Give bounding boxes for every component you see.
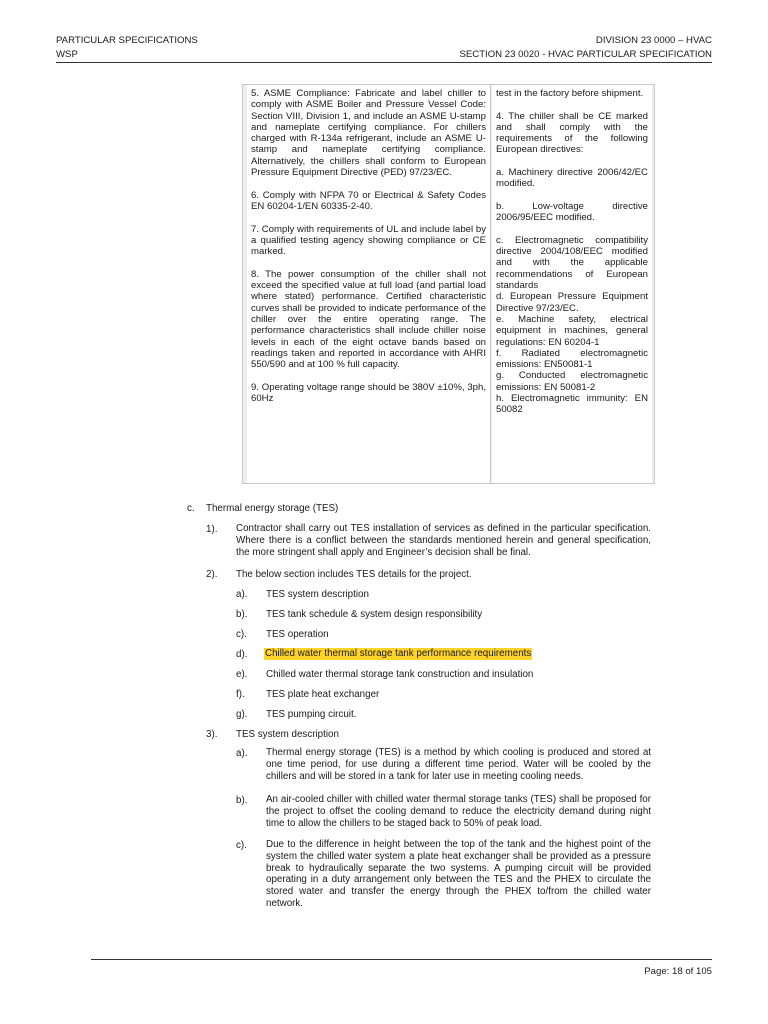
list-item-number: d).: [236, 649, 248, 660]
spec-factory-test: test in the factory before shipment.: [496, 88, 644, 99]
desc-item-number: a).: [236, 748, 248, 759]
list-item-text: TES plate heat exchanger: [266, 689, 380, 700]
directive-a: a. Machinery directive 2006/42/EC modified.: [496, 167, 648, 190]
directive-f: f. Radiated electromagnetic emissions: EN50081-1: [496, 347, 648, 371]
list-item-text: TES operation: [266, 629, 329, 640]
directive-g: g. Conducted electromagnetic emissions: EN 50081-2: [496, 370, 648, 393]
header-divider: [56, 62, 712, 63]
list-item-number: f).: [236, 689, 245, 700]
list-item-number: e).: [236, 669, 248, 680]
page-header-row-1: [56, 35, 712, 47]
list-item-number: a).: [236, 589, 248, 600]
directive-e: e. Machine safety, electrical equipment in machines, general regulations: EN 60204-1: [496, 313, 648, 348]
header-division: DIVISION 23 0000 – HVAC: [595, 35, 712, 46]
section-c-title: Thermal energy storage (TES): [206, 503, 339, 514]
spec-table-right-column: [492, 85, 652, 483]
desc-item-number: b).: [236, 795, 248, 806]
spec-item-7: 7. Comply with requirements of UL and include label by a qualified testing agency showing compliance or CE marked.: [251, 223, 486, 258]
page-number: Page: 18 of 105: [644, 966, 712, 977]
spec-item-5: 5. ASME Compliance: Fabricate and label chiller to comply with ASME Boiler and Pressure Vessel Code: Section VIII, Division 1, and include an ASME U-stamp and nameplate certifying compliance. For chillers charged with R-134a refrigerant, include an ASME U-stamp and nameplate certifying compliance. Alternatively, the chillers shall conform to European Pressure Equipment Directive (PED) 97/23/EC.: [251, 88, 486, 179]
clause-2-text: The below section includes TES details for the project.: [236, 569, 472, 580]
desc-item-text: Thermal energy storage (TES) is a method by which cooling is produced and stored at one time period, for use during a different time period. Water will be cooled by the chillers and will be stored in a tank for later use in meeting cooling needs.: [266, 747, 651, 782]
spec-item-8: 8. The power consumption of the chiller shall not exceed the specified value at full load (and partial load where stated) performance. Certified characteristic curves shall be provided to indicate performance of the chiller over the entire operating range. The performance characteristics shall include chiller noise levels in each of the eight octave bands based on readings taken and reported in accordance with AHRI 550/590 and at 100 % full capacity.: [251, 268, 486, 371]
clause-3-number: 3).: [206, 729, 218, 740]
section-c-number: c.: [187, 503, 195, 514]
footer-divider: [91, 959, 712, 960]
header-doc-type: PARTICULAR SPECIFICATIONS: [56, 35, 198, 46]
clause-2-number: 2).: [206, 569, 218, 580]
list-item-text: Chilled water thermal storage tank construction and insulation: [266, 669, 534, 680]
list-item-number: c).: [236, 629, 247, 640]
clause-1-number: 1).: [206, 524, 218, 535]
spec-table-left-column: [247, 85, 491, 483]
clause-1-text: Contractor shall carry out TES installation of services as defined in the particular specification. Where there is a conflict between the standards mentioned herein and general specification, the more stringent shall apply and Engineer’s decision shall be final.: [236, 523, 651, 558]
directive-b: b. Low-voltage directive 2006/95/EEC modified.: [496, 200, 648, 224]
spec-item-6: 6. Comply with NFPA 70 or Electrical & Safety Codes EN 60204-1/EN 60335-2-40.: [251, 189, 486, 212]
list-item-text: TES system description: [266, 589, 369, 600]
header-company: WSP: [56, 49, 78, 60]
clause-3-text: TES system description: [236, 729, 339, 740]
spec-ce-marking: 4. The chiller shall be CE marked and shall comply with the requirements of the following European directives:: [496, 110, 648, 156]
directive-d: d. European Pressure Equipment Directive 97/23/EC.: [496, 291, 648, 314]
page-header-row-2: [56, 49, 712, 61]
spec-table: [242, 84, 655, 484]
list-item-number: b).: [236, 609, 248, 620]
directive-h: h. Electromagnetic immunity: EN 50082: [496, 393, 648, 416]
header-section: SECTION 23 0020 - HVAC PARTICULAR SPECIFICATION: [459, 49, 712, 60]
desc-item-number: c).: [236, 840, 247, 851]
list-item-text: TES pumping circuit.: [266, 709, 357, 720]
spec-item-9: 9. Operating voltage range should be 380V ±10%, 3ph, 60Hz: [251, 381, 486, 405]
list-item-text: TES tank schedule & system design responsibility: [266, 609, 483, 620]
desc-item-text: Due to the difference in height between the top of the tank and the highest point of the system the chilled water system a plate heat exchanger shall be provided as a pressure break to hydraulically separate the two systems. A pumping circuit will be provided operating in a duty arrangement only between the TES and the PHEX to circulate the stored water and transfer the energy through the PHEX to/from the chilled water network.: [266, 839, 651, 909]
directive-c: c. Electromagnetic compatibility directive 2004/108/EEC modified and with the applicable recommendations of European standards: [496, 234, 648, 292]
list-item-number: g).: [236, 709, 248, 720]
desc-item-text: An air-cooled chiller with chilled water thermal storage tanks (TES) shall be proposed for the project to offset the cooling demand to reduce the electricity demand during night time to allow the chillers to be staged back to 50% of peak load.: [266, 794, 651, 829]
highlighted-list-item-text: Chilled water thermal storage tank performance requirements: [265, 648, 532, 659]
